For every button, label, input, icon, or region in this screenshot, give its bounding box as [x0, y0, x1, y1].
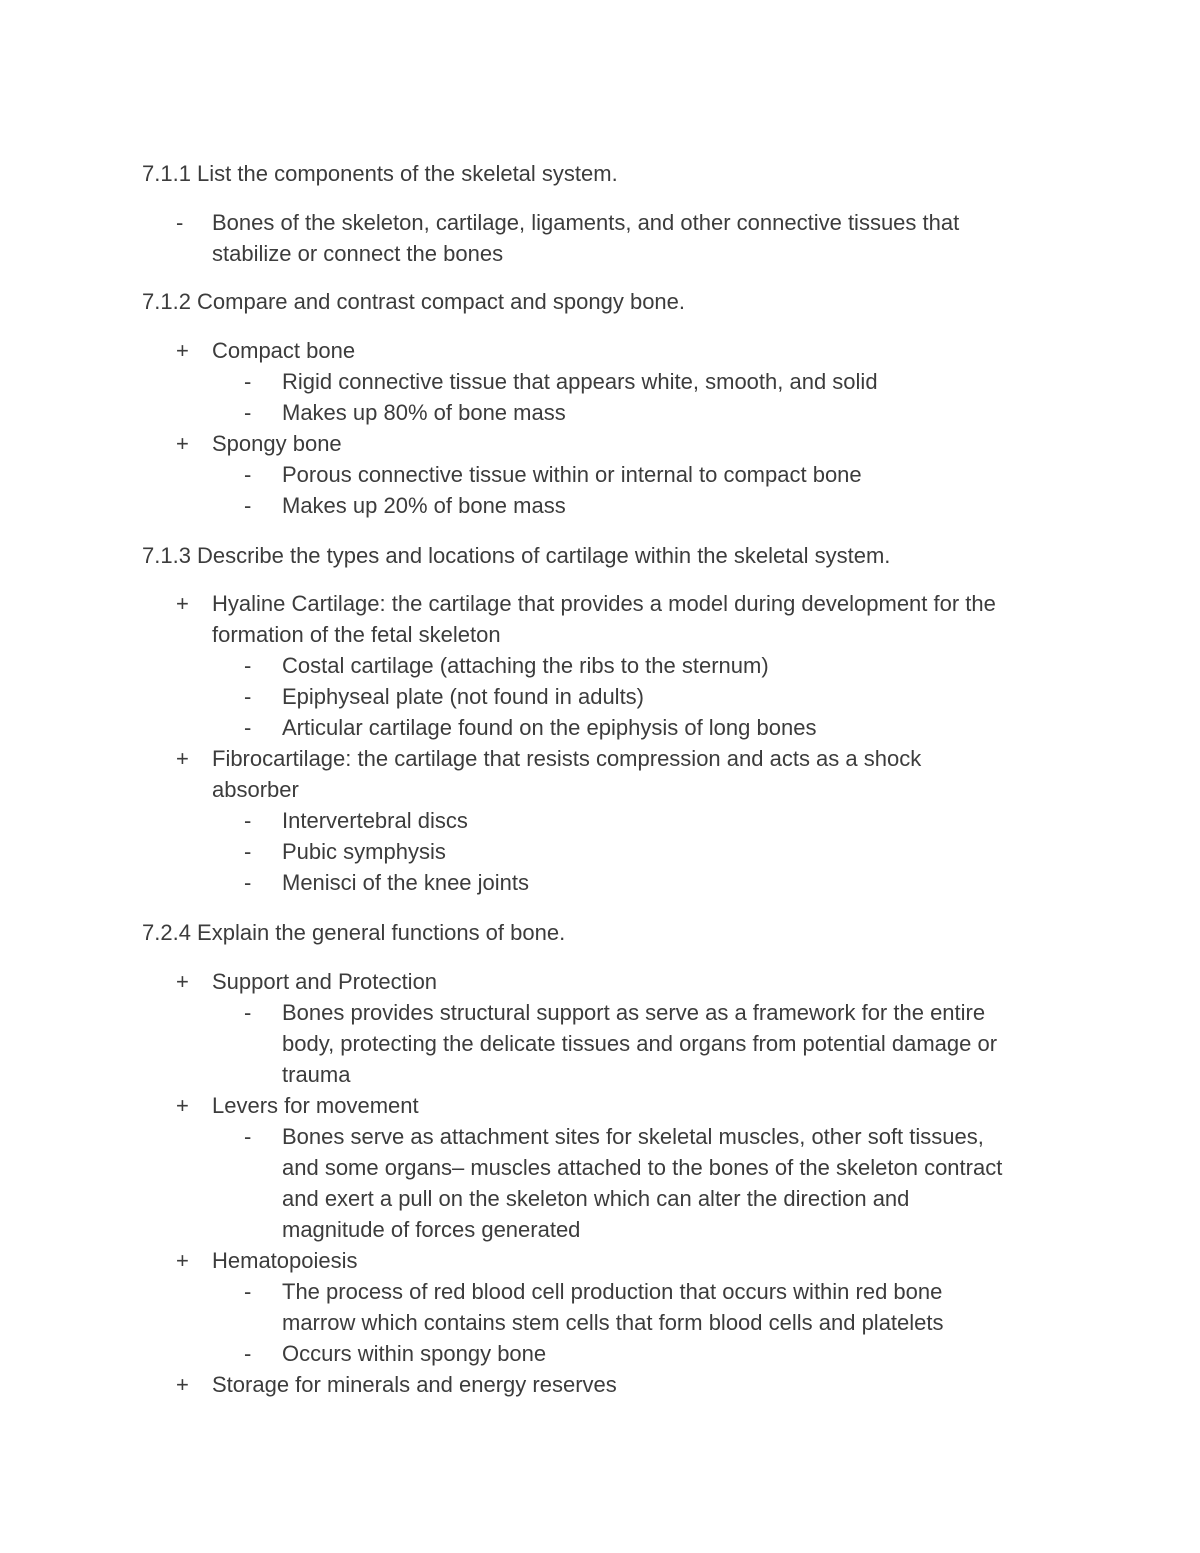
section-heading: 7.1.3 Describe the types and locations of cartilage within the skeletal system.	[142, 543, 891, 568]
item-text-line: Makes up 80% of bone mass	[282, 400, 566, 425]
item-text-line: formation of the fetal skeleton	[212, 622, 501, 647]
item-text-line: Hematopoiesis	[212, 1248, 358, 1273]
item-text-line: marrow which contains stem cells that form blood cells and platelets	[282, 1310, 944, 1335]
plus-marker: +	[176, 338, 189, 363]
item-text-line: Pubic symphysis	[282, 839, 446, 864]
item-text-line: Bones of the skeleton, cartilage, ligaments, and other connective tissues that	[212, 210, 960, 235]
list-item	[244, 867, 1072, 898]
item-text-line: Menisci of the knee joints	[282, 870, 530, 895]
plus-marker: +	[176, 969, 189, 994]
list-item	[176, 207, 1072, 269]
dash-marker: -	[244, 715, 252, 740]
plus-marker: +	[176, 1248, 189, 1273]
list-item	[244, 397, 1072, 428]
section-heading: 7.1.2 Compare and contrast compact and spongy bone.	[142, 289, 686, 314]
list-item	[176, 1090, 1072, 1121]
list-item	[244, 681, 1072, 712]
dash-marker: -	[244, 808, 252, 833]
list-item	[244, 712, 1072, 743]
dash-marker: -	[244, 462, 252, 487]
list-item	[244, 836, 1072, 867]
list-item	[176, 1369, 1072, 1400]
list-item	[244, 1121, 1072, 1245]
list-item	[244, 1276, 1072, 1338]
plus-marker: +	[176, 1093, 189, 1118]
item-text-line: trauma	[282, 1062, 351, 1087]
dash-marker: -	[244, 369, 252, 394]
list-item	[176, 966, 1072, 997]
item-text-line: Hyaline Cartilage: the cartilage that provides a model during development for the	[212, 591, 996, 616]
dash-marker: -	[244, 839, 252, 864]
list-item	[176, 1245, 1072, 1276]
item-text-line: Epiphyseal plate (not found in adults)	[282, 684, 645, 709]
item-text-line: Costal cartilage (attaching the ribs to the sternum)	[282, 653, 769, 678]
list-item	[244, 366, 1072, 397]
list-item	[176, 428, 1072, 459]
item-text-line: and exert a pull on the skeleton which can alter the direction and	[282, 1186, 910, 1211]
item-text-line: Levers for movement	[212, 1093, 419, 1118]
item-text-line: Intervertebral discs	[282, 808, 468, 833]
dash-marker: -	[244, 400, 252, 425]
dash-marker: -	[244, 1341, 252, 1366]
item-text-line: magnitude of forces generated	[282, 1217, 581, 1242]
item-text-line: Bones provides structural support as serve as a framework for the entire	[282, 1000, 986, 1025]
item-text-line: The process of red blood cell production that occurs within red bone	[282, 1279, 943, 1304]
section-heading: 7.2.4 Explain the general functions of bone.	[142, 920, 566, 945]
plus-marker: +	[176, 431, 189, 456]
item-text-line: stabilize or connect the bones	[212, 241, 504, 266]
list-item	[244, 1338, 1072, 1369]
list-item	[244, 650, 1072, 681]
dash-marker: -	[244, 684, 252, 709]
item-text-line: Bones serve as attachment sites for skeletal muscles, other soft tissues,	[282, 1124, 984, 1149]
list-item	[244, 459, 1072, 490]
dash-marker: -	[244, 493, 252, 518]
item-text-line: Spongy bone	[212, 431, 342, 456]
item-text-line: Storage for minerals and energy reserves	[212, 1372, 617, 1397]
dash-marker: -	[244, 653, 252, 678]
list-item	[244, 490, 1072, 521]
item-text-line: and some organs– muscles attached to the bones of the skeleton contract	[282, 1155, 1003, 1180]
dash-marker: -	[244, 870, 252, 895]
item-text-line: Occurs within spongy bone	[282, 1341, 547, 1366]
plus-marker: +	[176, 1372, 189, 1397]
item-text-line: Porous connective tissue within or internal to compact bone	[282, 462, 862, 487]
dash-marker: -	[244, 1279, 252, 1304]
list-item	[244, 997, 1072, 1090]
item-text-line: Support and Protection	[212, 969, 438, 994]
dash-marker: -	[244, 1124, 252, 1149]
plus-marker: +	[176, 746, 189, 771]
item-text-line: Compact bone	[212, 338, 356, 363]
dash-marker: -	[176, 210, 184, 235]
plus-marker: +	[176, 591, 189, 616]
list-item	[176, 588, 1072, 650]
list-item	[176, 743, 1072, 805]
dash-marker: -	[244, 1000, 252, 1025]
item-text-line: body, protecting the delicate tissues and organs from potential damage or	[282, 1031, 998, 1056]
item-text-line: Makes up 20% of bone mass	[282, 493, 566, 518]
list-item	[176, 335, 1072, 366]
item-text-line: absorber	[212, 777, 299, 802]
item-text-line: Articular cartilage found on the epiphysis of long bones	[282, 715, 817, 740]
list-item	[244, 805, 1072, 836]
item-text-line: Fibrocartilage: the cartilage that resists compression and acts as a shock	[212, 746, 922, 771]
section-heading: 7.1.1 List the components of the skeletal system.	[142, 161, 618, 186]
item-text-line: Rigid connective tissue that appears white, smooth, and solid	[282, 369, 878, 394]
